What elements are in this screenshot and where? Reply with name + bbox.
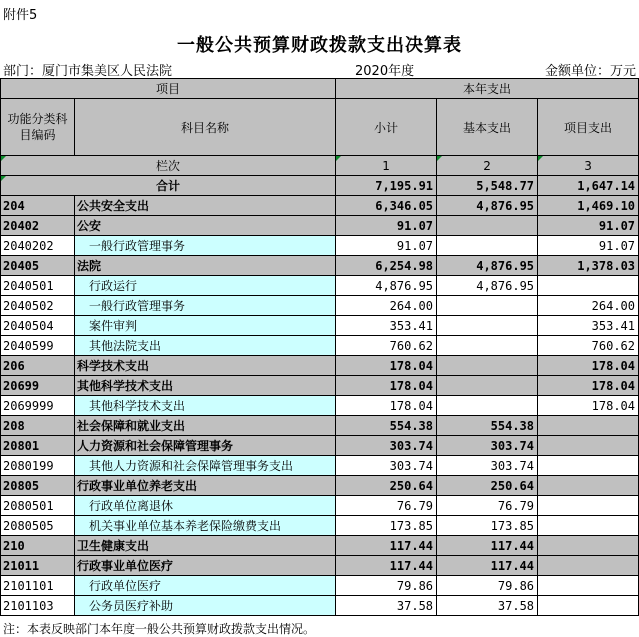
row-subtotal: 117.44 xyxy=(336,556,437,576)
row-subject-name: 公共安全支出 xyxy=(75,196,336,216)
row-subtotal: 178.04 xyxy=(336,376,437,396)
row-subtotal: 173.85 xyxy=(336,516,437,536)
table-row xyxy=(1,276,639,296)
row-code: 2080505 xyxy=(1,516,75,536)
row-subtotal: 6,254.98 xyxy=(336,256,437,276)
department-label: 部门：厦门市集美区人民法院 xyxy=(3,64,173,79)
row-project-expense xyxy=(538,416,639,436)
row-basic-expense xyxy=(437,236,538,256)
table-row xyxy=(1,556,639,576)
row-basic-expense xyxy=(437,296,538,316)
total-label: 合计 xyxy=(1,176,336,196)
row-subtotal: 117.44 xyxy=(336,536,437,556)
row-code: 2101101 xyxy=(1,576,75,596)
lanci-col-1: 1 xyxy=(336,156,437,176)
row-code: 2040504 xyxy=(1,316,75,336)
row-subject-name: 人力资源和社会保障管理事务 xyxy=(75,436,336,456)
row-subtotal: 91.07 xyxy=(336,216,437,236)
header-current-year-expense: 本年支出 xyxy=(336,79,639,99)
row-project-expense xyxy=(538,516,639,536)
row-code: 2040501 xyxy=(1,276,75,296)
footnote: 注：本表反映部门本年度一般公共预算财政拨款支出情况。 xyxy=(3,622,316,636)
row-subtotal: 91.07 xyxy=(336,236,437,256)
row-subject-name: 一般行政管理事务 xyxy=(75,236,336,256)
table-row xyxy=(1,496,639,516)
lanci-col-2: 2 xyxy=(437,156,538,176)
table-row xyxy=(1,516,639,536)
row-subject-name: 其他科学技术支出 xyxy=(75,396,336,416)
row-project-expense xyxy=(538,596,639,616)
row-subtotal: 760.62 xyxy=(336,336,437,356)
header-func-code: 功能分类科目编码 xyxy=(1,99,75,156)
row-code: 2069999 xyxy=(1,396,75,416)
row-basic-expense: 79.86 xyxy=(437,576,538,596)
row-subject-name: 社会保障和就业支出 xyxy=(75,416,336,436)
lanci-col-3: 3 xyxy=(538,156,639,176)
row-project-expense xyxy=(538,576,639,596)
row-basic-expense xyxy=(437,336,538,356)
lanci-label: 栏次 xyxy=(1,156,336,176)
table-row xyxy=(1,376,639,396)
row-basic-expense xyxy=(437,216,538,236)
table-row xyxy=(1,476,639,496)
table-row xyxy=(1,596,639,616)
row-code: 20801 xyxy=(1,436,75,456)
row-code: 204 xyxy=(1,196,75,216)
attachment-label: 附件5 xyxy=(3,8,38,23)
row-subject-name: 行政事业单位医疗 xyxy=(75,556,336,576)
row-project-expense: 264.00 xyxy=(538,296,639,316)
row-basic-expense: 117.44 xyxy=(437,536,538,556)
table-row xyxy=(1,316,639,336)
header-project-expense: 项目支出 xyxy=(538,99,639,156)
row-subtotal: 353.41 xyxy=(336,316,437,336)
total-row xyxy=(1,176,639,196)
row-project-expense: 760.62 xyxy=(538,336,639,356)
row-project-expense: 91.07 xyxy=(538,236,639,256)
row-basic-expense: 117.44 xyxy=(437,556,538,576)
row-code: 2040599 xyxy=(1,336,75,356)
row-code: 20405 xyxy=(1,256,75,276)
row-subtotal: 250.64 xyxy=(336,476,437,496)
row-subtotal: 79.86 xyxy=(336,576,437,596)
row-code: 20699 xyxy=(1,376,75,396)
row-project-expense: 1,378.03 xyxy=(538,256,639,276)
row-subject-name: 行政事业单位养老支出 xyxy=(75,476,336,496)
row-subtotal: 303.74 xyxy=(336,436,437,456)
table-row xyxy=(1,336,639,356)
table-row xyxy=(1,256,639,276)
row-project-expense: 353.41 xyxy=(538,316,639,336)
row-basic-expense: 4,876.95 xyxy=(437,276,538,296)
row-project-expense xyxy=(538,436,639,456)
row-subtotal: 554.38 xyxy=(336,416,437,436)
header-row-2 xyxy=(1,99,639,156)
row-subtotal: 4,876.95 xyxy=(336,276,437,296)
row-basic-expense: 303.74 xyxy=(437,456,538,476)
row-subject-name: 行政运行 xyxy=(75,276,336,296)
row-project-expense xyxy=(538,556,639,576)
row-project-expense xyxy=(538,496,639,516)
year-label: 2020年度 xyxy=(355,64,415,79)
lanci-row xyxy=(1,156,639,176)
row-subtotal: 178.04 xyxy=(336,396,437,416)
row-code: 208 xyxy=(1,416,75,436)
row-code: 210 xyxy=(1,536,75,556)
row-subtotal: 6,346.05 xyxy=(336,196,437,216)
row-code: 20805 xyxy=(1,476,75,496)
row-subject-name: 卫生健康支出 xyxy=(75,536,336,556)
row-subject-name: 机关事业单位基本养老保险缴费支出 xyxy=(75,516,336,536)
table-row xyxy=(1,456,639,476)
header-subject-name: 科目名称 xyxy=(75,99,336,156)
row-subtotal: 264.00 xyxy=(336,296,437,316)
row-project-expense: 178.04 xyxy=(538,396,639,416)
row-basic-expense: 554.38 xyxy=(437,416,538,436)
header-project: 项目 xyxy=(1,79,336,99)
row-subject-name: 其他科学技术支出 xyxy=(75,376,336,396)
table-row xyxy=(1,416,639,436)
row-code: 2080501 xyxy=(1,496,75,516)
table-row xyxy=(1,196,639,216)
row-subtotal: 37.58 xyxy=(336,596,437,616)
row-basic-expense xyxy=(437,356,538,376)
row-project-expense xyxy=(538,276,639,296)
table-row xyxy=(1,436,639,456)
row-project-expense: 1,469.10 xyxy=(538,196,639,216)
row-basic-expense: 76.79 xyxy=(437,496,538,516)
table-row xyxy=(1,216,639,236)
table-row xyxy=(1,236,639,256)
row-subtotal: 303.74 xyxy=(336,456,437,476)
row-code: 20402 xyxy=(1,216,75,236)
row-code: 2040202 xyxy=(1,236,75,256)
row-subject-name: 公安 xyxy=(75,216,336,236)
row-project-expense: 178.04 xyxy=(538,356,639,376)
row-basic-expense: 4,876.95 xyxy=(437,196,538,216)
row-subject-name: 行政单位离退休 xyxy=(75,496,336,516)
row-subtotal: 178.04 xyxy=(336,356,437,376)
row-subject-name: 科学技术支出 xyxy=(75,356,336,376)
row-basic-expense xyxy=(437,396,538,416)
row-project-expense xyxy=(538,456,639,476)
row-basic-expense: 173.85 xyxy=(437,516,538,536)
row-code: 206 xyxy=(1,356,75,376)
row-project-expense xyxy=(538,476,639,496)
row-basic-expense xyxy=(437,376,538,396)
row-subject-name: 法院 xyxy=(75,256,336,276)
row-code: 2101103 xyxy=(1,596,75,616)
table-row xyxy=(1,576,639,596)
unit-label: 金额单位：万元 xyxy=(544,64,636,79)
row-project-expense: 178.04 xyxy=(538,376,639,396)
row-project-expense: 91.07 xyxy=(538,216,639,236)
total-subtotal: 7,195.91 xyxy=(336,176,437,196)
row-subject-name: 案件审判 xyxy=(75,316,336,336)
row-code: 2040502 xyxy=(1,296,75,316)
total-basic: 5,548.77 xyxy=(437,176,538,196)
row-subject-name: 行政单位医疗 xyxy=(75,576,336,596)
row-basic-expense: 250.64 xyxy=(437,476,538,496)
row-basic-expense: 303.74 xyxy=(437,436,538,456)
row-basic-expense: 4,876.95 xyxy=(437,256,538,276)
row-subject-name: 其他人力资源和社会保障管理事务支出 xyxy=(75,456,336,476)
row-code: 2080199 xyxy=(1,456,75,476)
row-basic-expense xyxy=(437,316,538,336)
table-row xyxy=(1,356,639,376)
table-row xyxy=(1,536,639,556)
header-subtotal: 小计 xyxy=(336,99,437,156)
row-subtotal: 76.79 xyxy=(336,496,437,516)
page-title: 一般公共预算财政拨款支出决算表 xyxy=(177,35,462,56)
row-subject-name: 公务员医疗补助 xyxy=(75,596,336,616)
row-code: 21011 xyxy=(1,556,75,576)
row-basic-expense: 37.58 xyxy=(437,596,538,616)
expense-table xyxy=(0,78,639,616)
table-row xyxy=(1,396,639,416)
header-basic-expense: 基本支出 xyxy=(437,99,538,156)
row-subject-name: 其他法院支出 xyxy=(75,336,336,356)
header-row-1 xyxy=(1,79,639,99)
row-project-expense xyxy=(538,536,639,556)
table-row xyxy=(1,296,639,316)
total-project: 1,647.14 xyxy=(538,176,639,196)
row-subject-name: 一般行政管理事务 xyxy=(75,296,336,316)
